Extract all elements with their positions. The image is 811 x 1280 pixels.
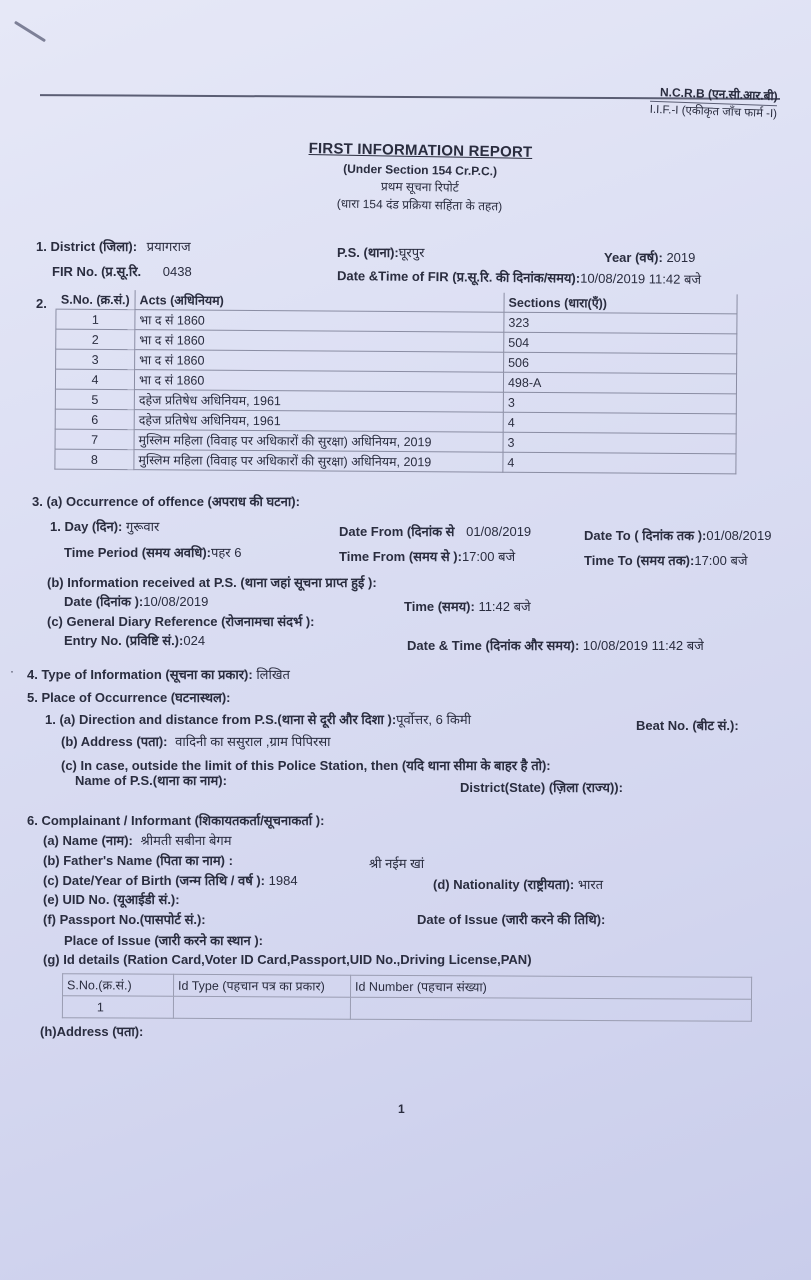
- info-date-label: Date (दिनांक ):: [64, 594, 144, 609]
- row-section: 506: [504, 352, 737, 374]
- time-to-field: [584, 551, 748, 569]
- complainant-name-value: श्रीमती सबीना बेगम: [140, 833, 232, 848]
- form-code: [649, 84, 777, 123]
- place-address-label: (b) Address (पता):: [61, 734, 168, 749]
- section-6-heading: 6. Complainant / Informant (शिकायतकर्ता/सूचनाकर्ता ):: [27, 813, 325, 828]
- row-act: मुस्लिम महिला (विवाह पर अधिकारों की सुरक्षा) अधिनियम, 2019: [134, 450, 503, 473]
- id-number-header: Id Number (पहचान संख्या): [351, 975, 752, 999]
- type-of-information-value: लिखित: [256, 667, 290, 682]
- row-act: मुस्लिम महिला (विवाह पर अधिकारों की सुरक्षा) अधिनियम, 2019: [134, 430, 503, 453]
- section-3-heading: 3. (a) Occurrence of offence (अपराध की घटना):: [32, 494, 300, 509]
- subtitle-hindi-2: (धारा 154 दंड प्रक्रिया सहिंता के तहत): [336, 196, 503, 214]
- place-address-field: [61, 732, 331, 750]
- time-period-label: Time Period (समय अवधि):: [64, 545, 212, 560]
- day-label: 1. Day (दिन):: [50, 519, 123, 534]
- row-act: दहेज प्रतिषेध अधिनियम, 1961: [134, 390, 503, 413]
- time-period-value: पहर 6: [211, 545, 242, 560]
- direction-value: पूर्वोत्तर, 6 किमी: [396, 712, 471, 727]
- complainant-name-field: [43, 831, 232, 849]
- margin-dot: ·: [10, 664, 14, 678]
- direction-label: 1. (a) Direction and distance from P.S.(थाना से दूरी और दिशा ):: [45, 712, 397, 727]
- time-period-field: [64, 543, 241, 561]
- complainant-name-label: (a) Name (नाम):: [43, 833, 133, 848]
- place-of-issue-label: Place of Issue (जारी करने का स्थान ):: [64, 933, 264, 948]
- fir-label: FIR No. (प्र.सू.रि.: [52, 264, 142, 279]
- row-section: 504: [504, 332, 737, 354]
- fir-datetime-field: [337, 266, 701, 288]
- fir-datetime-label: Date &Time of FIR (प्र.सू.रि. की दिनांक/समय):: [336, 268, 581, 286]
- ps-label: P.S. (थाना):: [337, 245, 399, 260]
- row-section: 3: [503, 392, 736, 414]
- district-state-label: District(State) (ज़िला (राज्य)):: [460, 780, 623, 795]
- info-time-value: 11:42 बजे: [478, 599, 531, 614]
- district-value: प्रयागराज: [146, 239, 191, 254]
- nationality-field: [433, 875, 603, 893]
- info-time-field: [404, 597, 531, 615]
- time-from-label: Time From (समय से ):: [339, 549, 462, 564]
- beat-no-label: Beat No. (बीट सं.):: [636, 718, 739, 733]
- sno-header: S.No. (क्र.सं.): [56, 290, 135, 310]
- row-section: 4: [503, 452, 736, 474]
- uid-label: (e) UID No. (यूआईडी सं.):: [43, 892, 180, 907]
- row-sno: 1: [56, 309, 135, 330]
- nationality-value: भारत: [577, 877, 604, 892]
- father-name-label: (b) Father's Name (पिता का नाम) :: [43, 853, 233, 868]
- table-row: [55, 449, 736, 474]
- place-address-value: वादिनी का ससुराल ,ग्राम पिपिरसा: [175, 734, 331, 749]
- row-act: भा द सं 1860: [134, 370, 503, 393]
- type-of-information-label: 4. Type of Information (सूचना का प्रकार):: [27, 667, 253, 682]
- row-act: दहेज प्रतिषेध अधिनियम, 1961: [134, 410, 503, 433]
- ps-field: [337, 243, 424, 261]
- entry-no-value: 024: [183, 633, 206, 648]
- row-sno: 5: [55, 389, 134, 410]
- outside-ps-name-label: Name of P.S.(थाना का नाम):: [75, 773, 227, 788]
- time-from-field: [339, 547, 515, 565]
- page-number: 1: [398, 1102, 405, 1116]
- row-act: भा द सं 1860: [135, 350, 504, 373]
- district-label: 1. District (जिला):: [36, 239, 138, 254]
- passport-label: (f) Passport No.(पासपोर्ट सं.):: [43, 912, 206, 927]
- complainant-address-label: (h)Address (पता):: [40, 1024, 144, 1039]
- day-value: गुरूवार: [126, 519, 160, 534]
- gd-datetime-label: Date & Time (दिनांक और समय):: [407, 638, 580, 653]
- time-to-label: Time To (समय तक):: [584, 553, 695, 568]
- section-2-number: 2.: [36, 296, 47, 311]
- row-sno: 3: [56, 349, 135, 370]
- dob-label: (c) Date/Year of Birth (जन्म तिथि / वर्ष ):: [43, 873, 265, 888]
- info-received-heading: (b) Information received at P.S. (थाना जहां सूचना प्राप्त हुई ):: [47, 575, 377, 590]
- date-from-value: 01/08/2019: [466, 524, 532, 539]
- id-details-label: (g) Id details (Ration Card,Voter ID Card,Passport,UID No.,Driving License,PAN): [43, 952, 532, 967]
- fir-datetime-value: 10/08/2019 11:42 बजे: [580, 270, 702, 287]
- subtitle-hindi: प्रथम सूचना रिपोर्ट: [380, 179, 459, 195]
- type-of-information-field: [27, 665, 290, 683]
- gd-datetime-field: [407, 636, 704, 654]
- id-sno-header: S.No.(क्र.सं.): [63, 974, 174, 997]
- id-row-type: [173, 996, 350, 1019]
- direction-field: [45, 710, 471, 728]
- page-title: FIRST INFORMATION REPORT: [308, 140, 533, 161]
- acts-table: [54, 290, 737, 475]
- date-to-value: 01/08/2019: [706, 528, 772, 543]
- id-row-number: [350, 997, 751, 1021]
- row-sno: 2: [56, 329, 135, 350]
- outside-limit-heading: (c) In case, outside the limit of this Police Station, then (यदि थाना सीमा के बाहर है तो):: [61, 758, 551, 773]
- staple-mark: [14, 21, 46, 43]
- info-date-field: [64, 592, 208, 610]
- row-sno: 6: [55, 409, 134, 430]
- fir-number-field: [52, 262, 192, 280]
- info-time-label: Time (समय):: [404, 599, 475, 614]
- district-field: [36, 237, 191, 255]
- dob-field: [43, 871, 298, 889]
- time-to-value: 17:00 बजे: [694, 553, 748, 568]
- entry-no-field: [64, 631, 205, 649]
- info-date-value: 10/08/2019: [143, 594, 209, 609]
- date-to-label: Date To ( दिनांक तक ):: [584, 528, 707, 543]
- ncrb-label: N.C.R.B (एन.सी.आर.बी): [659, 85, 778, 104]
- year-field: [604, 248, 695, 266]
- ps-value: घूरपुर: [398, 245, 425, 260]
- date-from-field: [339, 522, 531, 540]
- row-section: 498-A: [503, 372, 736, 394]
- row-act: भा द सं 1860: [135, 310, 504, 333]
- table-row: [62, 996, 751, 1022]
- father-name-value: श्री नईम खां: [369, 856, 425, 871]
- subtitle: (Under Section 154 Cr.P.C.): [343, 161, 498, 179]
- entry-no-label: Entry No. (प्रविष्टि सं.):: [64, 633, 184, 648]
- id-row-sno: 1: [62, 996, 173, 1019]
- id-details-table: [62, 973, 752, 1022]
- sections-header: Sections (धारा(एँ)): [504, 293, 737, 314]
- section-5-heading: 5. Place of Occurrence (घटनास्थल):: [27, 690, 231, 705]
- iif-label: I.I.F.-I (एकीकृत जाँच फार्म -I): [649, 101, 777, 123]
- nationality-label: (d) Nationality (राष्ट्रीयता):: [433, 877, 575, 892]
- row-sno: 7: [55, 429, 134, 450]
- row-section: 4: [503, 412, 736, 434]
- id-type-header: Id Type (पहचान पत्र का प्रकार): [174, 974, 351, 997]
- row-sno: 4: [55, 369, 134, 390]
- year-label: Year (वर्ष):: [604, 250, 663, 265]
- general-diary-heading: (c) General Diary Reference (रोजनामचा संदर्भ ):: [47, 614, 315, 629]
- row-section: 3: [503, 432, 736, 454]
- dob-value: 1984: [268, 873, 298, 888]
- acts-header: Acts (अधिनियम): [135, 290, 504, 312]
- gd-datetime-value: 10/08/2019 11:42 बजे: [582, 638, 704, 653]
- year-value: 2019: [666, 250, 696, 265]
- row-act: भा द सं 1860: [135, 330, 504, 353]
- date-of-issue-label: Date of Issue (जारी करने की तिथि):: [417, 912, 606, 927]
- row-section: 323: [504, 312, 737, 334]
- fir-value: 0438: [162, 264, 192, 279]
- report-title-block: [269, 139, 570, 215]
- day-field: [50, 517, 159, 535]
- date-to-field: [584, 526, 771, 544]
- row-sno: 8: [55, 449, 134, 470]
- date-from-label: Date From (दिनांक से: [339, 524, 455, 539]
- time-from-value: 17:00 बजे: [461, 549, 516, 564]
